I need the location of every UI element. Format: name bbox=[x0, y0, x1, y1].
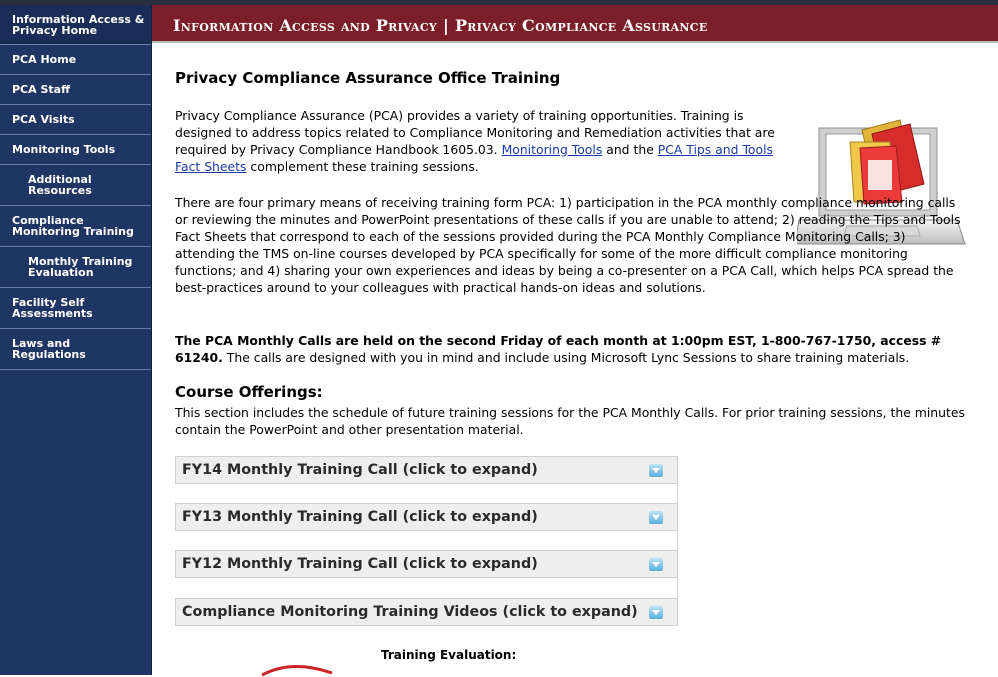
sidebar-item-compliance-monitoring-training[interactable]: Compliance Monitoring Training bbox=[0, 206, 151, 247]
accordion-label: FY14 Monthly Training Call (click to expand) bbox=[182, 462, 538, 478]
tips-tools-link[interactable]: PCA Tips and Tools Fact Sheets bbox=[175, 142, 773, 174]
accordion-fy13[interactable] bbox=[175, 503, 678, 531]
accordion-spacer bbox=[677, 578, 678, 598]
course-offerings-heading: Course Offerings: bbox=[175, 383, 323, 401]
sidebar-item-pca-visits[interactable]: PCA Visits bbox=[0, 105, 151, 135]
intro-text-2: and the bbox=[602, 142, 658, 157]
accordion-label: FY12 Monthly Training Call (click to expand) bbox=[182, 556, 538, 572]
calls-paragraph bbox=[175, 332, 970, 366]
expand-arrow-icon[interactable] bbox=[649, 511, 663, 524]
accordion-training-videos[interactable] bbox=[175, 598, 678, 626]
accordion-label: FY13 Monthly Training Call (click to expand) bbox=[182, 509, 538, 525]
course-offerings-text: This section includes the schedule of future training sessions for the PCA Monthly Calls. For prior training sessions, the minutes contain the PowerPoint and other presentation material. bbox=[175, 405, 965, 437]
calls-text: The calls are designed with you in mind and include using Microsoft Lync Sessions to share training materials. bbox=[222, 350, 910, 365]
intro-text-3: complement these training sessions. bbox=[246, 159, 479, 174]
sidebar-item-additional-resources[interactable]: Additional Resources bbox=[0, 165, 151, 206]
accordion-spacer bbox=[677, 484, 678, 504]
sidebar-item-facility-self-assessments[interactable]: Facility Self Assessments bbox=[0, 288, 151, 329]
accordion-fy14[interactable] bbox=[175, 456, 678, 484]
expand-arrow-icon[interactable] bbox=[649, 464, 663, 477]
sidebar-item-monthly-training-evaluation[interactable]: Monthly Training Evaluation bbox=[0, 247, 151, 288]
monitoring-tools-link[interactable]: Monitoring Tools bbox=[501, 142, 603, 157]
sidebar-item-iap-home[interactable]: Information Access & Privacy Home bbox=[0, 5, 151, 45]
training-evaluation-label: Training Evaluation: bbox=[381, 648, 517, 662]
sidebar-item-laws-regulations[interactable]: Laws and Regulations bbox=[0, 329, 151, 370]
intro-text-1: Privacy Compliance Assurance (PCA) provides a variety of training opportunities. Training is designed to address topics related to Compliance Monitoring and Remediation activities that are required by Privacy Compliance Handbook 1605.03. bbox=[175, 108, 775, 157]
accordion-label: Compliance Monitoring Training Videos (click to expand) bbox=[182, 604, 638, 620]
expand-arrow-icon[interactable] bbox=[649, 606, 663, 619]
page-banner bbox=[152, 5, 998, 43]
sidebar-nav bbox=[0, 5, 152, 675]
page-title: Privacy Compliance Assurance Office Training bbox=[175, 69, 561, 87]
sidebar-item-pca-staff[interactable]: PCA Staff bbox=[0, 75, 151, 105]
sidebar-item-monitoring-tools[interactable]: Monitoring Tools bbox=[0, 135, 151, 165]
accordion-spacer bbox=[677, 531, 678, 551]
calls-schedule: The PCA Monthly Calls are held on the second Friday of each month at 1:00pm EST, 1-800-767-1750, access # 61240. bbox=[175, 333, 942, 365]
expand-arrow-icon[interactable] bbox=[649, 558, 663, 571]
banner-title: Information Access and Privacy | Privacy Compliance Assurance bbox=[173, 16, 708, 35]
accordion-fy12[interactable] bbox=[175, 550, 678, 578]
means-paragraph: There are four primary means of receiving training form PCA: 1) participation in the PCA monthly compliance monitoring calls or reviewing the minutes and PowerPoint presentations of these calls if you are unable to attend; 2) reading the Tips and Tools Fact Sheets that correspond to each of the sessions provided during the PCA Monthly Compliance Monitoring Calls; 3) attending the TMS on-line courses developed by PCA specifically for some of the more difficult compliance monitoring functions; and 4) sharing your own experiences and ideas by being a co-presenter on a PCA Call, which helps PCA spread the best-practices around to your colleagues with practical hands-on ideas and solutions. bbox=[175, 195, 961, 295]
sidebar-item-pca-home[interactable]: PCA Home bbox=[0, 45, 151, 75]
intro-paragraph bbox=[175, 107, 785, 175]
